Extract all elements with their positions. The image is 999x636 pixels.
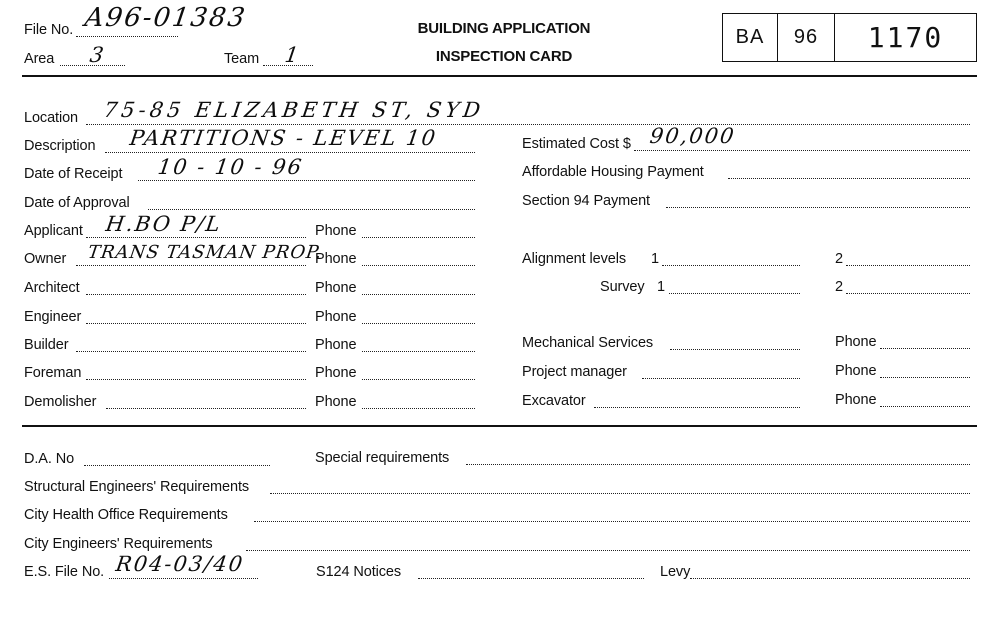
da-label: D.A. No <box>24 451 75 467</box>
foreman-phone-label: Phone <box>315 365 357 381</box>
architect-phone-label: Phone <box>315 280 357 296</box>
demolisher-label: Demolisher <box>24 394 97 410</box>
location-value: 75-85 ELIZABETH ST, SYD <box>102 98 486 122</box>
es-dots <box>109 578 258 579</box>
applicant-phone-label: Phone <box>315 223 357 239</box>
ref-prefix: BA <box>723 14 778 61</box>
survey-label: Survey <box>600 279 645 295</box>
cost-value: 90,000 <box>648 124 738 148</box>
owner-dots <box>76 265 306 266</box>
team-label: Team <box>224 51 260 67</box>
excavator-phone-label: Phone <box>835 392 877 408</box>
mechanical-dots <box>670 349 800 350</box>
architect-phone-dots <box>362 294 475 295</box>
survey-num2: 2 <box>835 279 843 295</box>
project-label: Project manager <box>522 364 627 380</box>
receipt-value: 10 - 10 - 96 <box>156 155 305 179</box>
engineer-phone-dots <box>362 323 475 324</box>
alignment-label: Alignment levels <box>522 251 626 267</box>
levy-label: Levy <box>660 564 691 580</box>
survey-dots-1 <box>669 293 800 294</box>
excavator-phone-dots <box>880 406 970 407</box>
approval-dots <box>148 209 475 210</box>
demolisher-dots <box>106 408 306 409</box>
header-rule <box>22 75 977 77</box>
applicant-phone-dots <box>362 237 475 238</box>
structural-label: Structural Engineers' Requirements <box>24 479 250 495</box>
builder-dots <box>76 351 306 352</box>
area-value: 3 <box>88 43 108 67</box>
city-eng-dots <box>246 550 970 551</box>
file-no-value: A96-01383 <box>82 3 249 33</box>
s124-label: S124 Notices <box>316 564 402 580</box>
engineer-phone-label: Phone <box>315 309 357 325</box>
foreman-phone-dots <box>362 379 475 380</box>
engineer-dots <box>86 323 306 324</box>
da-dots <box>84 465 270 466</box>
reference-box <box>722 13 977 62</box>
alignment-dots-1 <box>662 265 800 266</box>
team-value: 1 <box>283 43 303 67</box>
city-eng-label: City Engineers' Requirements <box>24 536 213 552</box>
engineer-label: Engineer <box>24 309 82 325</box>
description-dots <box>105 152 475 153</box>
cost-label: Estimated Cost $ <box>522 136 631 152</box>
project-phone-dots <box>880 377 970 378</box>
receipt-dots <box>138 180 475 181</box>
es-value: R04-03/40 <box>114 552 246 576</box>
receipt-label: Date of Receipt <box>24 166 123 182</box>
alignment-num1: 1 <box>651 251 659 267</box>
levy-dots <box>690 578 970 579</box>
description-value: PARTITIONS - LEVEL 10 <box>128 126 439 150</box>
builder-phone-label: Phone <box>315 337 357 353</box>
survey-num1: 1 <box>657 279 665 295</box>
approval-label: Date of Approval <box>24 195 130 211</box>
demolisher-phone-dots <box>362 408 475 409</box>
file-no-label: File No. <box>24 22 74 38</box>
location-label: Location <box>24 110 79 126</box>
alignment-dots-2 <box>846 265 970 266</box>
applicant-label: Applicant <box>24 223 83 239</box>
mechanical-phone-dots <box>880 348 970 349</box>
survey-dots-2 <box>846 293 970 294</box>
mechanical-phone-label: Phone <box>835 334 877 350</box>
foreman-label: Foreman <box>24 365 82 381</box>
alignment-num2: 2 <box>835 251 843 267</box>
architect-dots <box>86 294 306 295</box>
health-label: City Health Office Requirements <box>24 507 228 523</box>
title-line2: INSPECTION CARD <box>435 48 573 65</box>
special-label: Special requirements <box>315 450 450 466</box>
owner-value: TRANS TASMAN PROP. <box>86 242 324 263</box>
special-dots <box>466 464 970 465</box>
mechanical-label: Mechanical Services <box>522 335 654 351</box>
excavator-dots <box>594 407 800 408</box>
builder-phone-dots <box>362 351 475 352</box>
s94-dots <box>666 207 970 208</box>
builder-label: Builder <box>24 337 69 353</box>
project-dots <box>642 378 800 379</box>
title-line1: BUILDING APPLICATION <box>417 20 591 37</box>
cost-dots <box>634 150 970 151</box>
foreman-dots <box>86 379 306 380</box>
ref-year: 96 <box>778 14 835 61</box>
excavator-label: Excavator <box>522 393 586 409</box>
owner-phone-label: Phone <box>315 251 357 267</box>
applicant-dots <box>86 237 306 238</box>
project-phone-label: Phone <box>835 363 877 379</box>
structural-dots <box>270 493 970 494</box>
s124-dots <box>418 578 644 579</box>
ref-number: 1170 <box>867 21 944 54</box>
middle-rule <box>22 425 977 427</box>
demolisher-phone-label: Phone <box>315 394 357 410</box>
affordable-dots <box>728 178 970 179</box>
health-dots <box>254 521 970 522</box>
file-no-dots <box>76 36 178 37</box>
area-label: Area <box>24 51 55 67</box>
owner-label: Owner <box>24 251 67 267</box>
applicant-value: H.BO P/L <box>104 212 224 236</box>
es-label: E.S. File No. <box>24 564 105 580</box>
location-dots <box>86 124 970 125</box>
affordable-label: Affordable Housing Payment <box>522 164 704 180</box>
owner-phone-dots <box>362 265 475 266</box>
s94-label: Section 94 Payment <box>522 193 650 209</box>
description-label: Description <box>24 138 96 154</box>
architect-label: Architect <box>24 280 80 296</box>
